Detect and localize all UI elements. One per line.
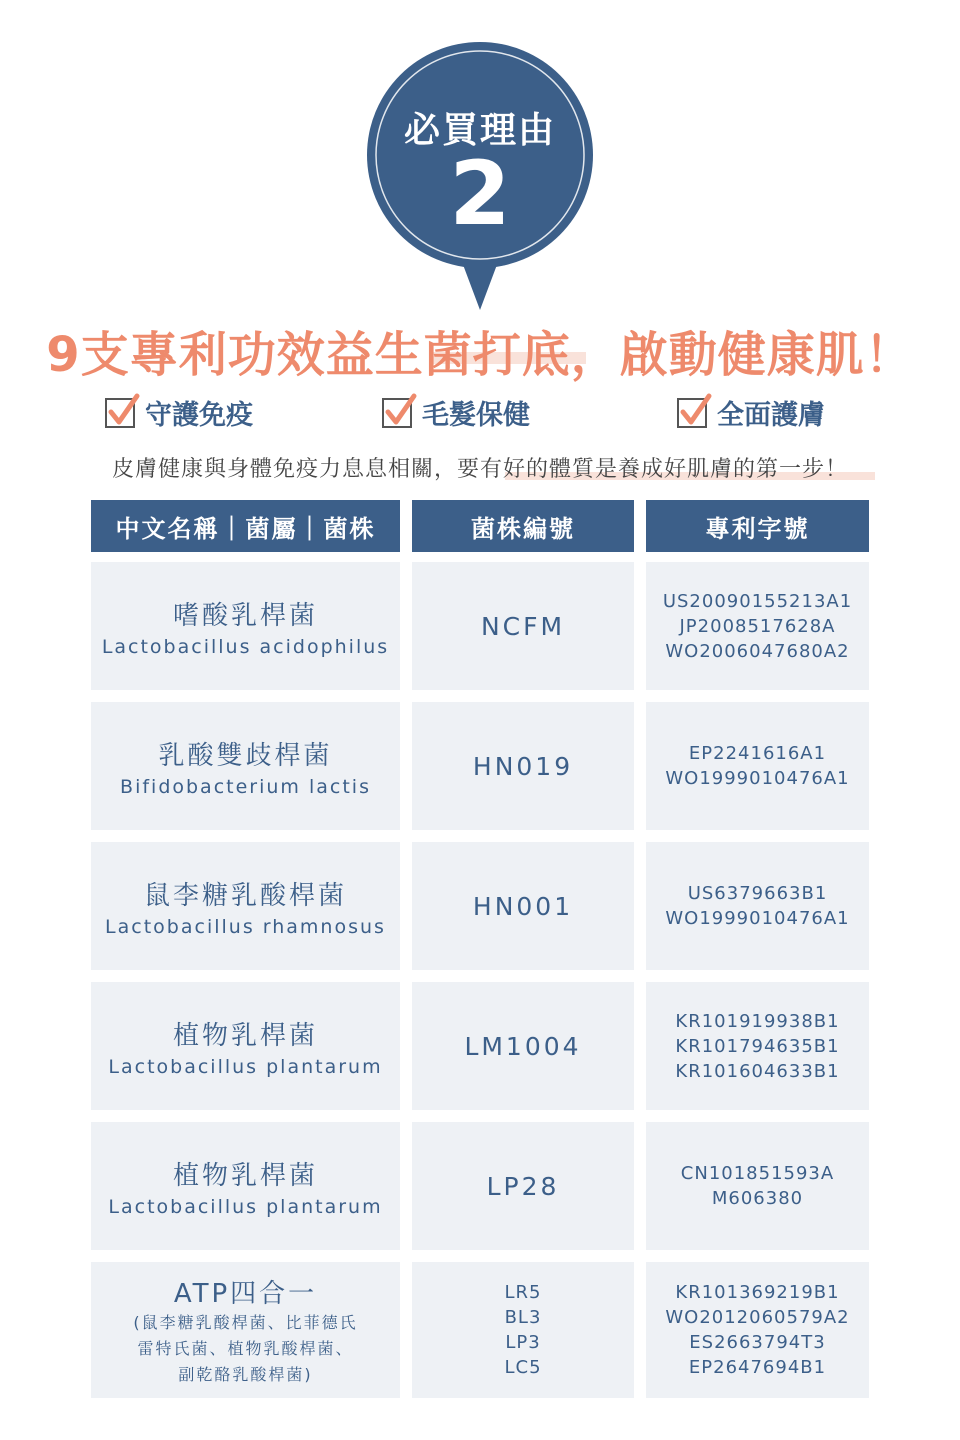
feature-label: 毛髮保健 (422, 400, 530, 431)
headline: 9支專利功效益生菌打底，啟動健康肌！ (46, 327, 914, 383)
strain-code: HN001 (472, 891, 574, 921)
patent-number: WO1999010476A1 (665, 768, 850, 789)
table-cell-code (412, 702, 634, 830)
feature-item (105, 393, 253, 432)
patent-number: JP2008517628A (679, 615, 836, 637)
table-cell-patent (646, 562, 869, 690)
patent-number: US6379663B1 (687, 883, 828, 904)
table-cell-name (91, 1122, 400, 1250)
checkbox-icon (382, 398, 412, 428)
table-cell-patent (646, 702, 869, 830)
feature-list (0, 393, 960, 433)
description: 皮膚健康與身體免疫力息息相關，要有好的體質是養成好肌膚的第一步！ (111, 457, 848, 482)
feature-item (382, 393, 530, 432)
strain-composition: 雷特氏菌、植物乳酸桿菌、 (137, 1338, 354, 1358)
table-cell-name (91, 1262, 400, 1398)
table-cell-name (91, 842, 400, 970)
strain-code: BL3 (504, 1307, 542, 1328)
patent-number: EP2241616A1 (688, 743, 827, 764)
strain-code: HN019 (472, 751, 574, 781)
strain-composition: 副乾酪乳酸桿菌) (178, 1364, 313, 1384)
strain-name-zh: 鼠李糖乳酸桿菌 (143, 880, 347, 911)
strain-composition: (鼠李糖乳酸桿菌、比菲德氏 (133, 1312, 358, 1332)
feature-label: 全面護膚 (717, 400, 825, 431)
table-cell-code (412, 842, 634, 970)
strain-name-zh: ATP四合一 (173, 1278, 318, 1309)
patent-number: WO2006047680A2 (665, 640, 850, 662)
table-cell-code (412, 1122, 634, 1250)
strain-name-en: Lactobacillus plantarum (108, 1055, 383, 1078)
badge-label: 必買理由 (403, 110, 556, 151)
table-cell-code (412, 1262, 634, 1398)
strain-code: LP28 (486, 1171, 560, 1201)
table-cell-code (412, 982, 634, 1110)
strain-name-zh: 植物乳桿菌 (172, 1020, 318, 1051)
strain-code: LR5 (504, 1282, 542, 1303)
patent-number: WO2012060579A2 (665, 1307, 850, 1328)
table-cell-name (91, 562, 400, 690)
header-strain-code: 菌株編號 (412, 500, 634, 552)
strain-name-en: Lactobacillus acidophilus (101, 635, 390, 658)
table-cell-patent (646, 1122, 869, 1250)
patent-number: KR101919938B1 (675, 1010, 840, 1032)
strain-code: NCFM (480, 611, 566, 641)
reason-badge (365, 40, 595, 310)
patent-number: EP2647694B1 (688, 1357, 827, 1378)
strain-name-en: Lactobacillus plantarum (108, 1195, 383, 1218)
table-cell-patent (646, 842, 869, 970)
strain-code: LM1004 (464, 1031, 582, 1061)
checkbox-icon (677, 398, 707, 428)
table-cell-patent (646, 982, 869, 1110)
table-cell-code (412, 562, 634, 690)
table-cell-name (91, 702, 400, 830)
badge-number: 2 (449, 142, 511, 245)
strain-name-zh: 嗜酸乳桿菌 (172, 600, 318, 631)
patent-number: KR101604633B1 (675, 1060, 840, 1082)
patent-number: ES2663794T3 (689, 1332, 826, 1353)
feature-item (677, 393, 825, 432)
checkbox-icon (105, 398, 135, 428)
table-cell-patent (646, 1262, 869, 1398)
patent-number: CN101851593A (680, 1163, 835, 1184)
strain-name-zh: 乳酸雙歧桿菌 (158, 740, 333, 771)
strain-code: LC5 (504, 1357, 542, 1378)
header-patent: 專利字號 (646, 500, 869, 552)
strain-code: LP3 (505, 1332, 541, 1353)
strain-name-zh: 植物乳桿菌 (172, 1160, 318, 1191)
patent-number: M606380 (711, 1188, 804, 1209)
header-name: 中文名稱｜菌屬｜菌株 (91, 500, 400, 552)
feature-label: 守護免疫 (145, 400, 253, 431)
table-cell-name (91, 982, 400, 1110)
patent-number: KR101369219B1 (675, 1282, 840, 1303)
patent-number: KR101794635B1 (675, 1035, 840, 1057)
strain-name-en: Bifidobacterium lactis (120, 775, 371, 798)
strain-name-en: Lactobacillus rhamnosus (105, 915, 386, 938)
patent-number: US20090155213A1 (662, 590, 853, 612)
patent-number: WO1999010476A1 (665, 908, 850, 929)
